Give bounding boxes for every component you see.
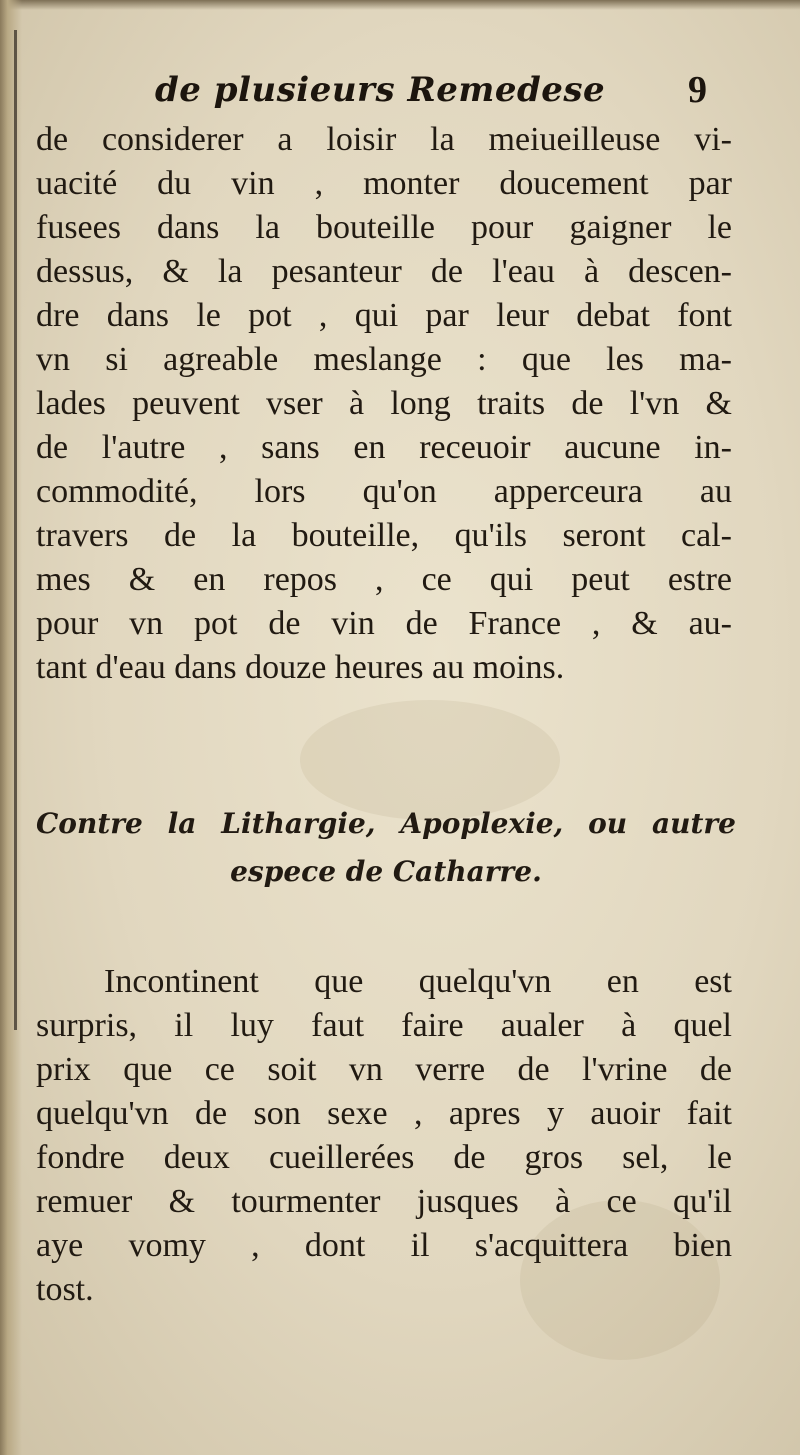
- paragraph-1: [36, 118, 732, 690]
- page-top-edge: [0, 0, 800, 10]
- text-line: fondre deux cueillerées de gros sel, le: [36, 1139, 732, 1176]
- text-line: lades peuvent vser à long traits de l'vn &: [36, 385, 732, 422]
- text-line: prix que ce soit vn verre de l'vrine de: [36, 1051, 732, 1088]
- text-line: dessus, & la pesanteur de l'eau à descen-: [36, 253, 732, 290]
- margin-rule: [14, 30, 17, 1030]
- section-heading-line-1: Contre la Lithargie, Apoplexie, ou autre: [36, 807, 736, 840]
- text-line: mes & en repos , ce qui peut estre: [36, 561, 732, 598]
- section-heading-line-2: espece de Catharre.: [230, 855, 542, 888]
- text-line: de l'autre , sans en receuoir aucune in-: [36, 429, 732, 466]
- text-line: remuer & tourmenter jusques à ce qu'il: [36, 1183, 732, 1220]
- section-heading: [36, 800, 736, 896]
- page-header: [0, 70, 800, 120]
- text-line: tost.: [36, 1271, 94, 1308]
- text-line: quelqu'vn de son sexe , apres y auoir fait: [36, 1095, 732, 1132]
- binding-edge: [0, 0, 22, 1455]
- text-line: surpris, il luy faut faire aualer à quel: [36, 1007, 732, 1044]
- page-number: 9: [688, 69, 707, 111]
- text-line: vn si agreable meslange : que les ma-: [36, 341, 732, 378]
- text-line: pour vn pot de vin de France , & au-: [36, 605, 732, 642]
- running-title: de plusieurs Remedese: [155, 70, 606, 110]
- text-line: fusees dans la bouteille pour gaigner le: [36, 209, 732, 246]
- text-line: de considerer a loisir la meiueilleuse vi-: [36, 121, 732, 158]
- text-line: tant d'eau dans douze heures au moins.: [36, 649, 565, 686]
- text-line: aye vomy , dont il s'acquittera bien: [36, 1227, 732, 1264]
- text-line: commodité, lors qu'on apperceura au: [36, 473, 732, 510]
- text-line: Incontinent que quelqu'vn en est: [104, 963, 732, 1000]
- text-line: uacité du vin , monter doucement par: [36, 165, 732, 202]
- paragraph-2: [36, 960, 732, 1312]
- text-line: dre dans le pot , qui par leur debat font: [36, 297, 732, 334]
- text-line: travers de la bouteille, qu'ils seront cal-: [36, 517, 732, 554]
